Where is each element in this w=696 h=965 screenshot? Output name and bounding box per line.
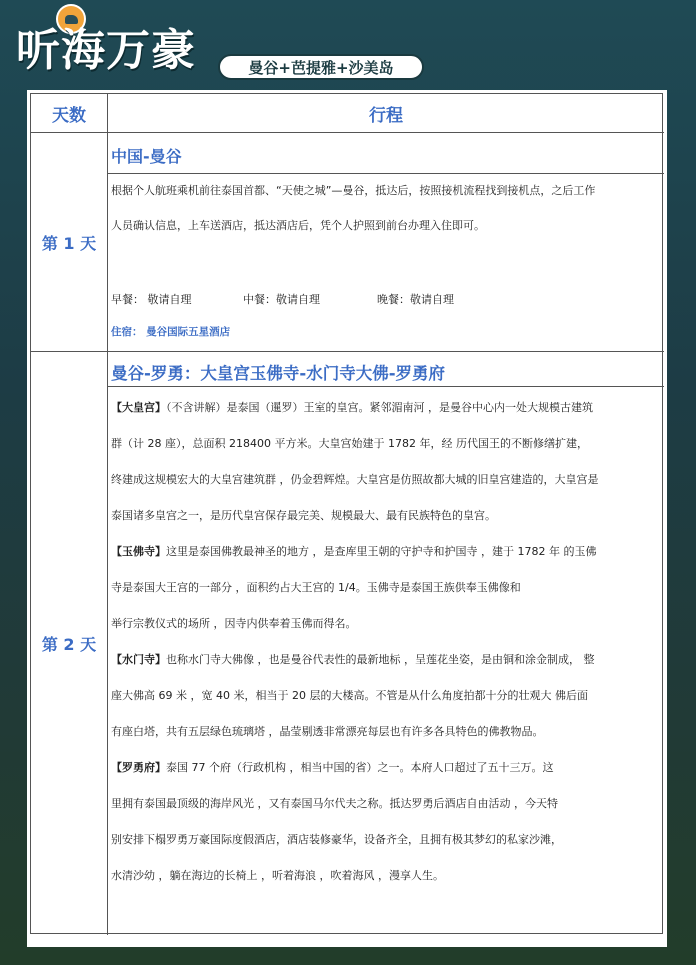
lunch-info: 中餐：敬请自理 (243, 293, 320, 306)
route-badge: 曼谷+芭提雅+沙美岛 (218, 54, 424, 80)
line-text: 这里是泰国佛教最神圣的地方 ，是查库里王朝的守护寺和护国寺 ，建于 1782 年 的玉佛 (166, 545, 597, 558)
attraction-tag: 【大皇宫】 (111, 401, 166, 414)
title-divider (108, 173, 664, 174)
day-2-line (111, 862, 661, 890)
line-text: 也称水门寺大佛像 ，也是曼谷代表性的最新地标 ，呈莲花坐姿，是由铜和涂金制成， 整 (166, 653, 595, 666)
day-2-line (111, 610, 661, 638)
breakfast-info: 早餐： 敬请自理 (111, 293, 192, 306)
column-divider (107, 94, 108, 935)
line-text: 有座白塔，共有五层绿色琉璃塔 ，晶莹剔透非常漂亮每层也有许多各具特色的佛教物品。 (111, 725, 544, 738)
title-divider (108, 386, 664, 387)
day-2-line (111, 826, 661, 854)
day-1-label: 第 1 天 (41, 233, 97, 253)
line-text: 举行宗教仪式的场所 ，因寺内供奉着玉佛而得名。 (111, 617, 357, 630)
attraction-tag: 【罗勇府】 (111, 761, 166, 774)
brand-logo: 听海万豪 (16, 25, 196, 76)
line-text: 里拥有泰国最顶级的海岸风光 ，又有泰国马尔代夫之称。抵达罗勇后酒店自由活动 ，今天特 (111, 797, 558, 810)
line-text: 水清沙幼 ，躺在海边的长椅上 ，听着海浪 ，吹着海风 ，漫享人生。 (111, 869, 444, 882)
line-text: （不含讲解）是泰国（暹罗）王室的皇宫。紧邻湄南河 ，是曼谷中心内一处大规模古建筑 (166, 401, 593, 414)
day-2-line (111, 394, 661, 422)
line-text: 泰国 77 个府（行政机构 ，相当中国的省）之一。本府人口超过了五十三万。这 (166, 761, 554, 774)
day-2-line (111, 466, 661, 494)
day-2-line (111, 646, 661, 674)
line-text: 泰国诸多皇宫之一，是历代皇宫保存最完美、规模最大、最有民族特色的皇宫。 (111, 509, 496, 522)
day-2-line (111, 538, 661, 566)
attraction-tag: 【水门寺】 (111, 653, 166, 666)
day-2-label: 第 2 天 (41, 635, 97, 654)
day-1-hotel: 住宿： 曼谷国际五星酒店 (111, 326, 231, 338)
line-text: 群（计 28 座），总面积 218400 平方米。大皇宫始建于 1782 年，经 历代国王的不断修缮扩建， (111, 437, 588, 450)
day-2-line (111, 430, 661, 458)
day-2-line (111, 574, 661, 602)
line-text: 座大佛高 69 米 ，宽 40 米，相当于 20 层的大楼高。不管是从什么角度拍都十分的壮观大 佛后面 (111, 689, 588, 702)
itinerary-sheet (27, 90, 667, 947)
column-header-itinerary: 行程 (369, 105, 403, 126)
day-2-line (111, 502, 661, 530)
day-2-line (111, 682, 661, 710)
day-1-paragraph-2: 人员确认信息，上车送酒店，抵达酒店后，凭个人护照到前台办理入住即可。 (111, 219, 485, 232)
day-2-line (111, 718, 661, 746)
row-divider (31, 351, 664, 352)
day-2-title: 曼谷-罗勇：大皇宫玉佛寺-水门寺大佛-罗勇府 (111, 364, 446, 383)
attraction-tag: 【玉佛寺】 (111, 545, 166, 558)
day-1-paragraph-1: 根据个人航班乘机前往泰国首都、“天使之城”—曼谷，抵达后，按照接机流程找到接机点，之后工作 (111, 184, 596, 197)
column-header-day: 天数 (52, 105, 86, 126)
header (0, 0, 696, 88)
line-text: 别安排下榻罗勇万豪国际度假酒店，酒店装修豪华，设备齐全，且拥有极其梦幻的私家沙滩， (111, 833, 562, 846)
itinerary-table (30, 93, 663, 934)
dinner-info: 晚餐：敬请自理 (377, 293, 454, 306)
day-2-line (111, 790, 661, 818)
line-text: 终建成这规模宏大的大皇宫建筑群 ，仍金碧辉煌。大皇宫是仿照故都大城的旧皇宫建造的，大皇宫是 (111, 473, 599, 486)
day-2-line (111, 754, 661, 782)
day-1-title: 中国-曼谷 (111, 147, 182, 166)
line-text: 寺是泰国大王宫的一部分 ，面积约占大王宫的 1/4。玉佛寺是泰国王族供奉玉佛像和 (111, 581, 521, 594)
row-divider (31, 132, 664, 133)
